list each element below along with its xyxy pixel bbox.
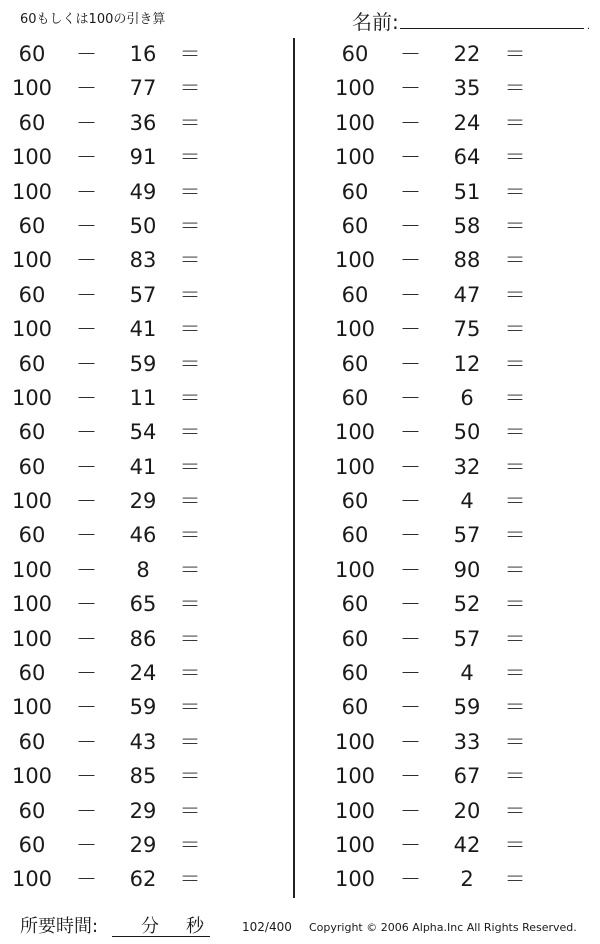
left-problem-column — [0, 37, 280, 897]
subtrahend: 11 — [129, 385, 157, 410]
minuend: 100 — [11, 317, 53, 342]
minus-sign: － — [76, 661, 97, 686]
minuend: 100 — [11, 626, 53, 651]
minus-sign: － — [400, 213, 421, 238]
minuend: 60 — [341, 42, 369, 66]
equals-sign: ＝ — [504, 385, 526, 410]
subtrahend: 57 — [453, 523, 481, 548]
seconds-label: 秒 — [186, 916, 204, 937]
equals-sign: ＝ — [504, 317, 526, 342]
minus-sign: － — [76, 213, 97, 238]
subtrahend: 36 — [129, 110, 157, 135]
minuend: 100 — [334, 420, 376, 445]
minuend: 100 — [11, 592, 53, 617]
equals-sign: ＝ — [179, 420, 201, 445]
minuend: 100 — [334, 798, 376, 823]
minuend: 60 — [18, 454, 46, 479]
subtrahend: 12 — [453, 351, 481, 376]
equals-sign: ＝ — [179, 729, 201, 754]
minuend: 100 — [334, 248, 376, 273]
equals-sign: ＝ — [179, 317, 201, 342]
minus-sign: － — [400, 110, 421, 135]
problem-row — [300, 862, 580, 896]
minuend: 60 — [341, 213, 369, 238]
equals-sign: ＝ — [179, 42, 201, 66]
subtrahend: 24 — [129, 661, 157, 686]
equals-sign: ＝ — [504, 110, 526, 135]
subtrahend: 90 — [453, 557, 481, 582]
minus-sign: － — [400, 420, 421, 445]
equals-sign: ＝ — [179, 867, 201, 892]
minus-sign: － — [76, 42, 97, 66]
minuend: 100 — [11, 179, 53, 204]
minuend: 100 — [11, 557, 53, 582]
minus-sign: － — [76, 867, 97, 892]
problem-row — [300, 587, 580, 621]
problem-row — [0, 725, 280, 759]
problem-row — [300, 690, 580, 724]
equals-sign: ＝ — [504, 145, 526, 170]
minus-sign: － — [400, 385, 421, 410]
subtrahend: 6 — [460, 385, 474, 410]
minuend: 100 — [11, 764, 53, 789]
subtrahend: 51 — [453, 179, 481, 204]
subtrahend: 59 — [453, 695, 481, 720]
minuend: 100 — [11, 76, 53, 101]
subtrahend: 62 — [129, 867, 157, 892]
problem-row — [0, 484, 280, 518]
minuend: 100 — [334, 867, 376, 892]
minus-sign: － — [76, 454, 97, 479]
problem-row — [0, 450, 280, 484]
minus-sign: － — [76, 420, 97, 445]
equals-sign: ＝ — [179, 454, 201, 479]
worksheet-title: 60もしくは100の引き算 — [20, 12, 166, 27]
problem-row — [300, 553, 580, 587]
problem-row — [300, 415, 580, 449]
minuend: 60 — [341, 489, 369, 514]
equals-sign: ＝ — [179, 351, 201, 376]
subtrahend: 41 — [129, 454, 157, 479]
subtrahend: 64 — [453, 145, 481, 170]
equals-sign: ＝ — [504, 489, 526, 514]
minus-sign: － — [76, 248, 97, 273]
problem-row — [0, 312, 280, 346]
minus-sign: － — [400, 454, 421, 479]
subtrahend: 2 — [460, 867, 474, 892]
subtrahend: 59 — [129, 695, 157, 720]
problem-row — [0, 587, 280, 621]
minuend: 100 — [334, 832, 376, 857]
minus-sign: － — [400, 798, 421, 823]
minuend: 60 — [18, 798, 46, 823]
minuend: 60 — [341, 626, 369, 651]
problem-row — [300, 656, 580, 690]
problem-row — [300, 140, 580, 174]
subtrahend: 58 — [453, 213, 481, 238]
subtrahend: 65 — [129, 592, 157, 617]
minutes-label: 分 — [141, 916, 159, 937]
subtrahend: 67 — [453, 764, 481, 789]
right-problem-column — [300, 37, 580, 897]
minuend: 60 — [341, 523, 369, 548]
minuend: 100 — [11, 489, 53, 514]
subtrahend: 4 — [460, 661, 474, 686]
minuend: 60 — [341, 695, 369, 720]
minus-sign: － — [400, 523, 421, 548]
minuend: 60 — [341, 592, 369, 617]
subtrahend: 54 — [129, 420, 157, 445]
minuend: 60 — [341, 179, 369, 204]
equals-sign: ＝ — [504, 764, 526, 789]
subtrahend: 50 — [453, 420, 481, 445]
minus-sign: － — [400, 832, 421, 857]
minus-sign: － — [76, 729, 97, 754]
subtrahend: 42 — [453, 832, 481, 857]
equals-sign: ＝ — [504, 729, 526, 754]
subtrahend: 4 — [460, 489, 474, 514]
problem-row — [0, 37, 280, 71]
problem-row — [300, 175, 580, 209]
subtrahend: 85 — [129, 764, 157, 789]
subtrahend: 24 — [453, 110, 481, 135]
minus-sign: － — [400, 557, 421, 582]
equals-sign: ＝ — [504, 661, 526, 686]
minuend: 60 — [18, 351, 46, 376]
minuend: 60 — [341, 351, 369, 376]
minuend: 100 — [334, 110, 376, 135]
minus-sign: － — [400, 76, 421, 101]
name-underline — [400, 28, 584, 29]
equals-sign: ＝ — [504, 695, 526, 720]
problem-row — [300, 278, 580, 312]
minus-sign: － — [76, 626, 97, 651]
problem-row — [0, 794, 280, 828]
problem-row — [0, 553, 280, 587]
equals-sign: ＝ — [179, 385, 201, 410]
equals-sign: ＝ — [179, 798, 201, 823]
subtrahend: 47 — [453, 282, 481, 307]
minus-sign: － — [76, 798, 97, 823]
equals-sign: ＝ — [504, 592, 526, 617]
minus-sign: － — [400, 764, 421, 789]
minuend: 100 — [11, 695, 53, 720]
minus-sign: － — [76, 592, 97, 617]
subtrahend: 29 — [129, 489, 157, 514]
equals-sign: ＝ — [179, 489, 201, 514]
problem-row — [0, 209, 280, 243]
equals-sign: ＝ — [179, 592, 201, 617]
minus-sign: － — [76, 351, 97, 376]
problem-row — [0, 690, 280, 724]
subtrahend: 49 — [129, 179, 157, 204]
minus-sign: － — [76, 76, 97, 101]
subtrahend: 57 — [453, 626, 481, 651]
problem-row — [0, 347, 280, 381]
subtrahend: 29 — [129, 798, 157, 823]
minuend: 60 — [18, 282, 46, 307]
equals-sign: ＝ — [179, 282, 201, 307]
minus-sign: － — [76, 110, 97, 135]
minuend: 100 — [11, 248, 53, 273]
minus-sign: － — [76, 832, 97, 857]
subtrahend: 77 — [129, 76, 157, 101]
problem-row — [0, 381, 280, 415]
minuend: 100 — [334, 145, 376, 170]
problem-row — [300, 725, 580, 759]
problem-row — [300, 209, 580, 243]
problem-row — [0, 759, 280, 793]
name-label: 名前: — [352, 10, 399, 34]
problem-row — [0, 415, 280, 449]
subtrahend: 46 — [129, 523, 157, 548]
minuend: 60 — [18, 420, 46, 445]
equals-sign: ＝ — [504, 213, 526, 238]
minuend: 60 — [341, 661, 369, 686]
equals-sign: ＝ — [504, 179, 526, 204]
equals-sign: ＝ — [504, 867, 526, 892]
minus-sign: － — [76, 317, 97, 342]
minus-sign: － — [76, 695, 97, 720]
minuend: 100 — [11, 867, 53, 892]
problem-row — [0, 175, 280, 209]
problem-row — [0, 518, 280, 552]
equals-sign: ＝ — [504, 626, 526, 651]
subtrahend: 75 — [453, 317, 481, 342]
minus-sign: － — [76, 557, 97, 582]
minus-sign: － — [400, 695, 421, 720]
minuend: 60 — [341, 385, 369, 410]
problem-row — [0, 828, 280, 862]
problem-row — [300, 518, 580, 552]
minus-sign: － — [76, 489, 97, 514]
equals-sign: ＝ — [504, 282, 526, 307]
subtrahend: 33 — [453, 729, 481, 754]
subtrahend: 8 — [136, 557, 150, 582]
minus-sign: － — [400, 489, 421, 514]
minuend: 60 — [18, 42, 46, 66]
equals-sign: ＝ — [504, 248, 526, 273]
equals-sign: ＝ — [179, 626, 201, 651]
minus-sign: － — [400, 729, 421, 754]
minus-sign: － — [400, 282, 421, 307]
problem-row — [300, 347, 580, 381]
column-divider — [293, 38, 295, 898]
subtrahend: 16 — [129, 42, 157, 66]
problem-row — [0, 278, 280, 312]
problem-row — [300, 381, 580, 415]
minus-sign: － — [400, 145, 421, 170]
minuend: 100 — [334, 317, 376, 342]
subtrahend: 43 — [129, 729, 157, 754]
problem-row — [300, 484, 580, 518]
minuend: 60 — [18, 729, 46, 754]
equals-sign: ＝ — [504, 420, 526, 445]
subtrahend: 52 — [453, 592, 481, 617]
problem-row — [300, 759, 580, 793]
equals-sign: ＝ — [504, 42, 526, 66]
minuend: 100 — [334, 76, 376, 101]
problem-row — [300, 243, 580, 277]
problem-row — [0, 71, 280, 105]
time-taken-label: 所要時間: — [20, 916, 99, 937]
minuend: 100 — [334, 764, 376, 789]
subtrahend: 22 — [453, 42, 481, 66]
problem-row — [300, 450, 580, 484]
subtrahend: 32 — [453, 454, 481, 479]
equals-sign: ＝ — [504, 351, 526, 376]
minuend: 60 — [18, 110, 46, 135]
minus-sign: － — [400, 317, 421, 342]
minus-sign: － — [400, 867, 421, 892]
subtrahend: 88 — [453, 248, 481, 273]
problem-row — [300, 37, 580, 71]
problem-row — [0, 243, 280, 277]
subtrahend: 35 — [453, 76, 481, 101]
minus-sign: － — [76, 282, 97, 307]
footer — [0, 908, 600, 944]
subtrahend: 57 — [129, 282, 157, 307]
copyright-notice: Copyright © 2006 Alpha.Inc All Rights Reserved. — [309, 921, 577, 934]
minuend: 100 — [11, 385, 53, 410]
equals-sign: ＝ — [179, 213, 201, 238]
problem-row — [0, 140, 280, 174]
equals-sign: ＝ — [179, 110, 201, 135]
problem-row — [300, 622, 580, 656]
equals-sign: ＝ — [504, 557, 526, 582]
equals-sign: ＝ — [179, 145, 201, 170]
minus-sign: － — [76, 385, 97, 410]
minus-sign: － — [76, 179, 97, 204]
name-field[interactable] — [352, 6, 592, 32]
problem-row — [0, 106, 280, 140]
problem-row — [0, 656, 280, 690]
minus-sign: － — [400, 248, 421, 273]
name-dot: . — [586, 21, 590, 32]
minuend: 100 — [11, 145, 53, 170]
equals-sign: ＝ — [504, 76, 526, 101]
problem-row — [300, 312, 580, 346]
minus-sign: － — [400, 42, 421, 66]
minus-sign: － — [400, 592, 421, 617]
equals-sign: ＝ — [179, 248, 201, 273]
equals-sign: ＝ — [179, 764, 201, 789]
minus-sign: － — [76, 764, 97, 789]
equals-sign: ＝ — [504, 523, 526, 548]
subtrahend: 59 — [129, 351, 157, 376]
problem-row — [300, 106, 580, 140]
equals-sign: ＝ — [504, 798, 526, 823]
problem-row — [0, 862, 280, 896]
subtrahend: 83 — [129, 248, 157, 273]
minus-sign: － — [76, 523, 97, 548]
minuend: 100 — [334, 729, 376, 754]
minus-sign: － — [76, 145, 97, 170]
minus-sign: － — [400, 179, 421, 204]
subtrahend: 91 — [129, 145, 157, 170]
minuend: 60 — [18, 523, 46, 548]
subtrahend: 86 — [129, 626, 157, 651]
minuend: 100 — [334, 454, 376, 479]
minuend: 100 — [334, 557, 376, 582]
equals-sign: ＝ — [179, 695, 201, 720]
subtrahend: 41 — [129, 317, 157, 342]
minuend: 60 — [18, 213, 46, 238]
problem-row — [0, 622, 280, 656]
minus-sign: － — [400, 351, 421, 376]
equals-sign: ＝ — [179, 557, 201, 582]
equals-sign: ＝ — [179, 179, 201, 204]
equals-sign: ＝ — [179, 832, 201, 857]
subtrahend: 20 — [453, 798, 481, 823]
minuend: 60 — [18, 832, 46, 857]
problem-row — [300, 71, 580, 105]
equals-sign: ＝ — [179, 661, 201, 686]
page-number: 102/400 — [242, 920, 292, 934]
problem-row — [300, 828, 580, 862]
minuend: 60 — [341, 282, 369, 307]
equals-sign: ＝ — [179, 76, 201, 101]
equals-sign: ＝ — [179, 523, 201, 548]
subtrahend: 50 — [129, 213, 157, 238]
minus-sign: － — [400, 661, 421, 686]
minus-sign: － — [400, 626, 421, 651]
equals-sign: ＝ — [504, 454, 526, 479]
subtrahend: 29 — [129, 832, 157, 857]
minuend: 60 — [18, 661, 46, 686]
problem-row — [300, 794, 580, 828]
equals-sign: ＝ — [504, 832, 526, 857]
